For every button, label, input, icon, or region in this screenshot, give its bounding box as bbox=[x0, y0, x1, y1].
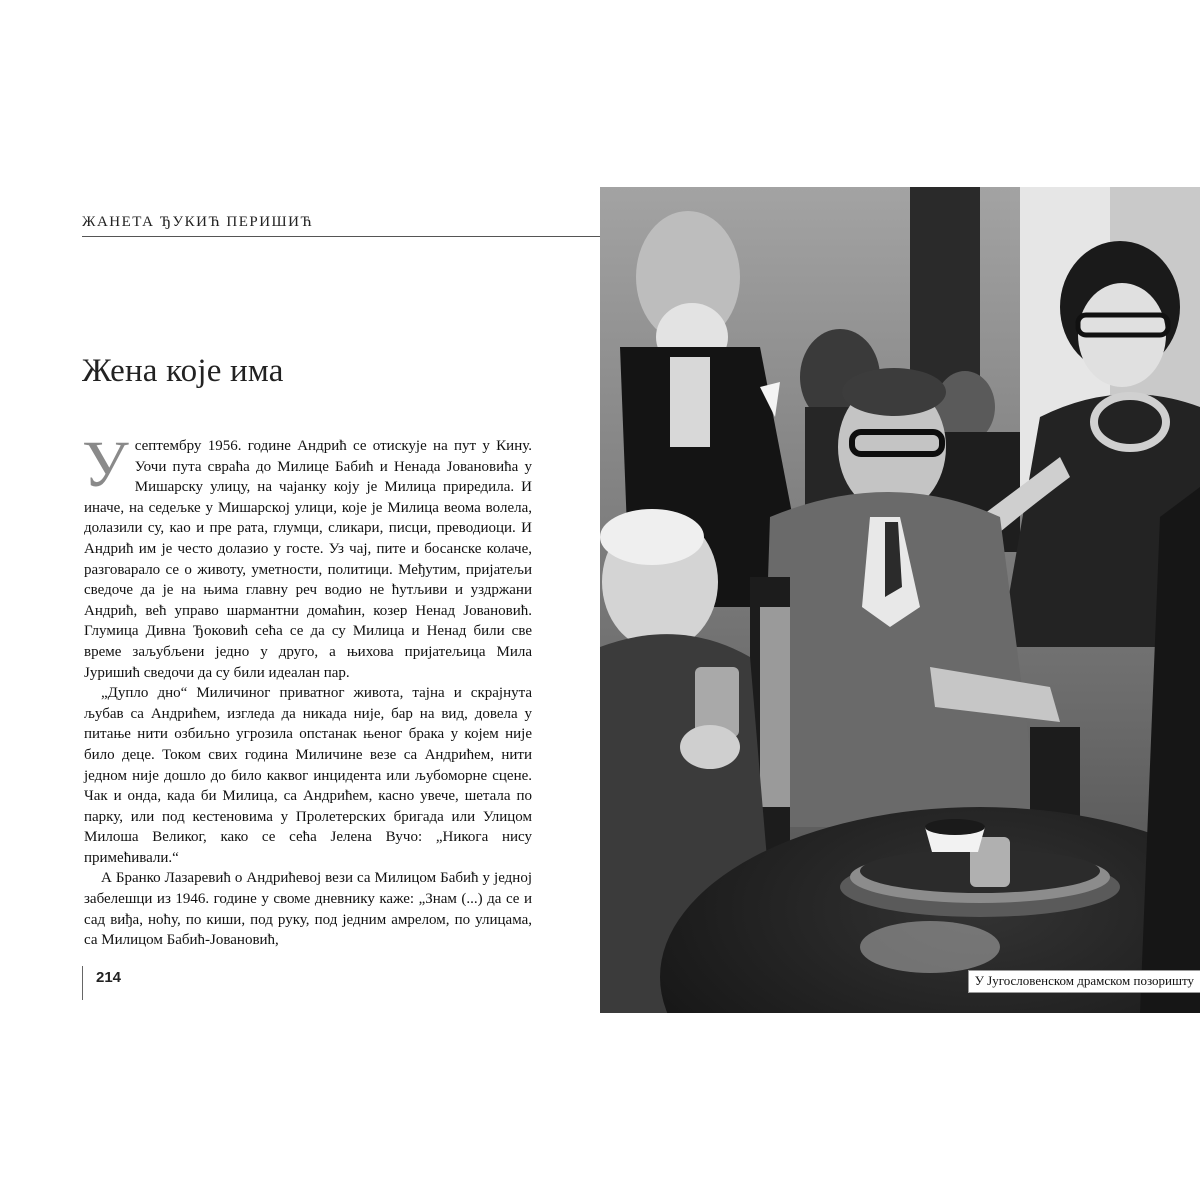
page-number: 214 bbox=[96, 969, 122, 986]
drop-cap: У bbox=[82, 428, 129, 501]
running-head: ЖАНЕТА ЂУКИЋ ПЕРИШИЋ bbox=[82, 214, 314, 230]
header-rule bbox=[82, 236, 600, 237]
paragraph-2: „Дупло дно“ Миличиног приватног живота, тајна и скрајнута љубав са Андрићем, изгледа да никада није, бар на вид, довела у питање нити озбиљно угрозила опстанак њеног брака у којем није било деце. Током свих година Миличине везе са Андрићем, нити једном није дошло до било каквог инцидента или љубоморне сцене. Чак и онда, када би Милица, са Андрићем, касно увече, шетала по парку, или под кестеновима у Пролетерских бригада или Улицом Милоша Великог, како се сећа Јелена Вучо: „Никога нису примећивали.“ bbox=[84, 685, 532, 866]
paragraph-1-text: септембру 1956. године Андрић се отискује на пут у Кину. Уочи пута свраћа до Милице Бабић и Ненада Јовановића у Мишарску улицу, на чајанку коју је Милица приредила. И иначе, на седељке у Мишарској улици, које је Милица веома волела, долазили су, као и пре рата, глумци, сликари, писци, преводиоци. И Андрић им је често долазио у госте. Уз чај, пите и босанске колаче, разговарало се о животу, уметности, политици. Међутим, пријатељи сведоче да је на њима главну реч водио не ћутљиви и уздржани Андрић, већ управо шармантни домаћин, козер Ненад Јовановић. Глумица Дивна Ђоковић сећа се да су Милица и Ненад били све време заљубљени једно у друго, а њихова пријатељица Мила Јуришић сведочи да су били идеалан пар. bbox=[84, 438, 532, 681]
paragraph-3: А Бранко Лазаревић о Андрићевој вези са Милицом Бабић у једној забелешци из 1946. године у своме дневнику каже: „Знам (...) да се и сад виђа, ноћу, по киши, под руку, под једним амрелом, по улицама, са Милицом Бабић-Јовановић, bbox=[84, 870, 532, 949]
photograph-illustration bbox=[600, 187, 1200, 1013]
photograph bbox=[600, 187, 1200, 1013]
body-text bbox=[82, 428, 532, 951]
folio-rule bbox=[82, 966, 83, 1000]
photo-caption: У Југословенском драмском позоришту bbox=[968, 970, 1200, 993]
chapter-title: Жена које има bbox=[82, 353, 284, 389]
paragraph-1 bbox=[82, 428, 532, 683]
